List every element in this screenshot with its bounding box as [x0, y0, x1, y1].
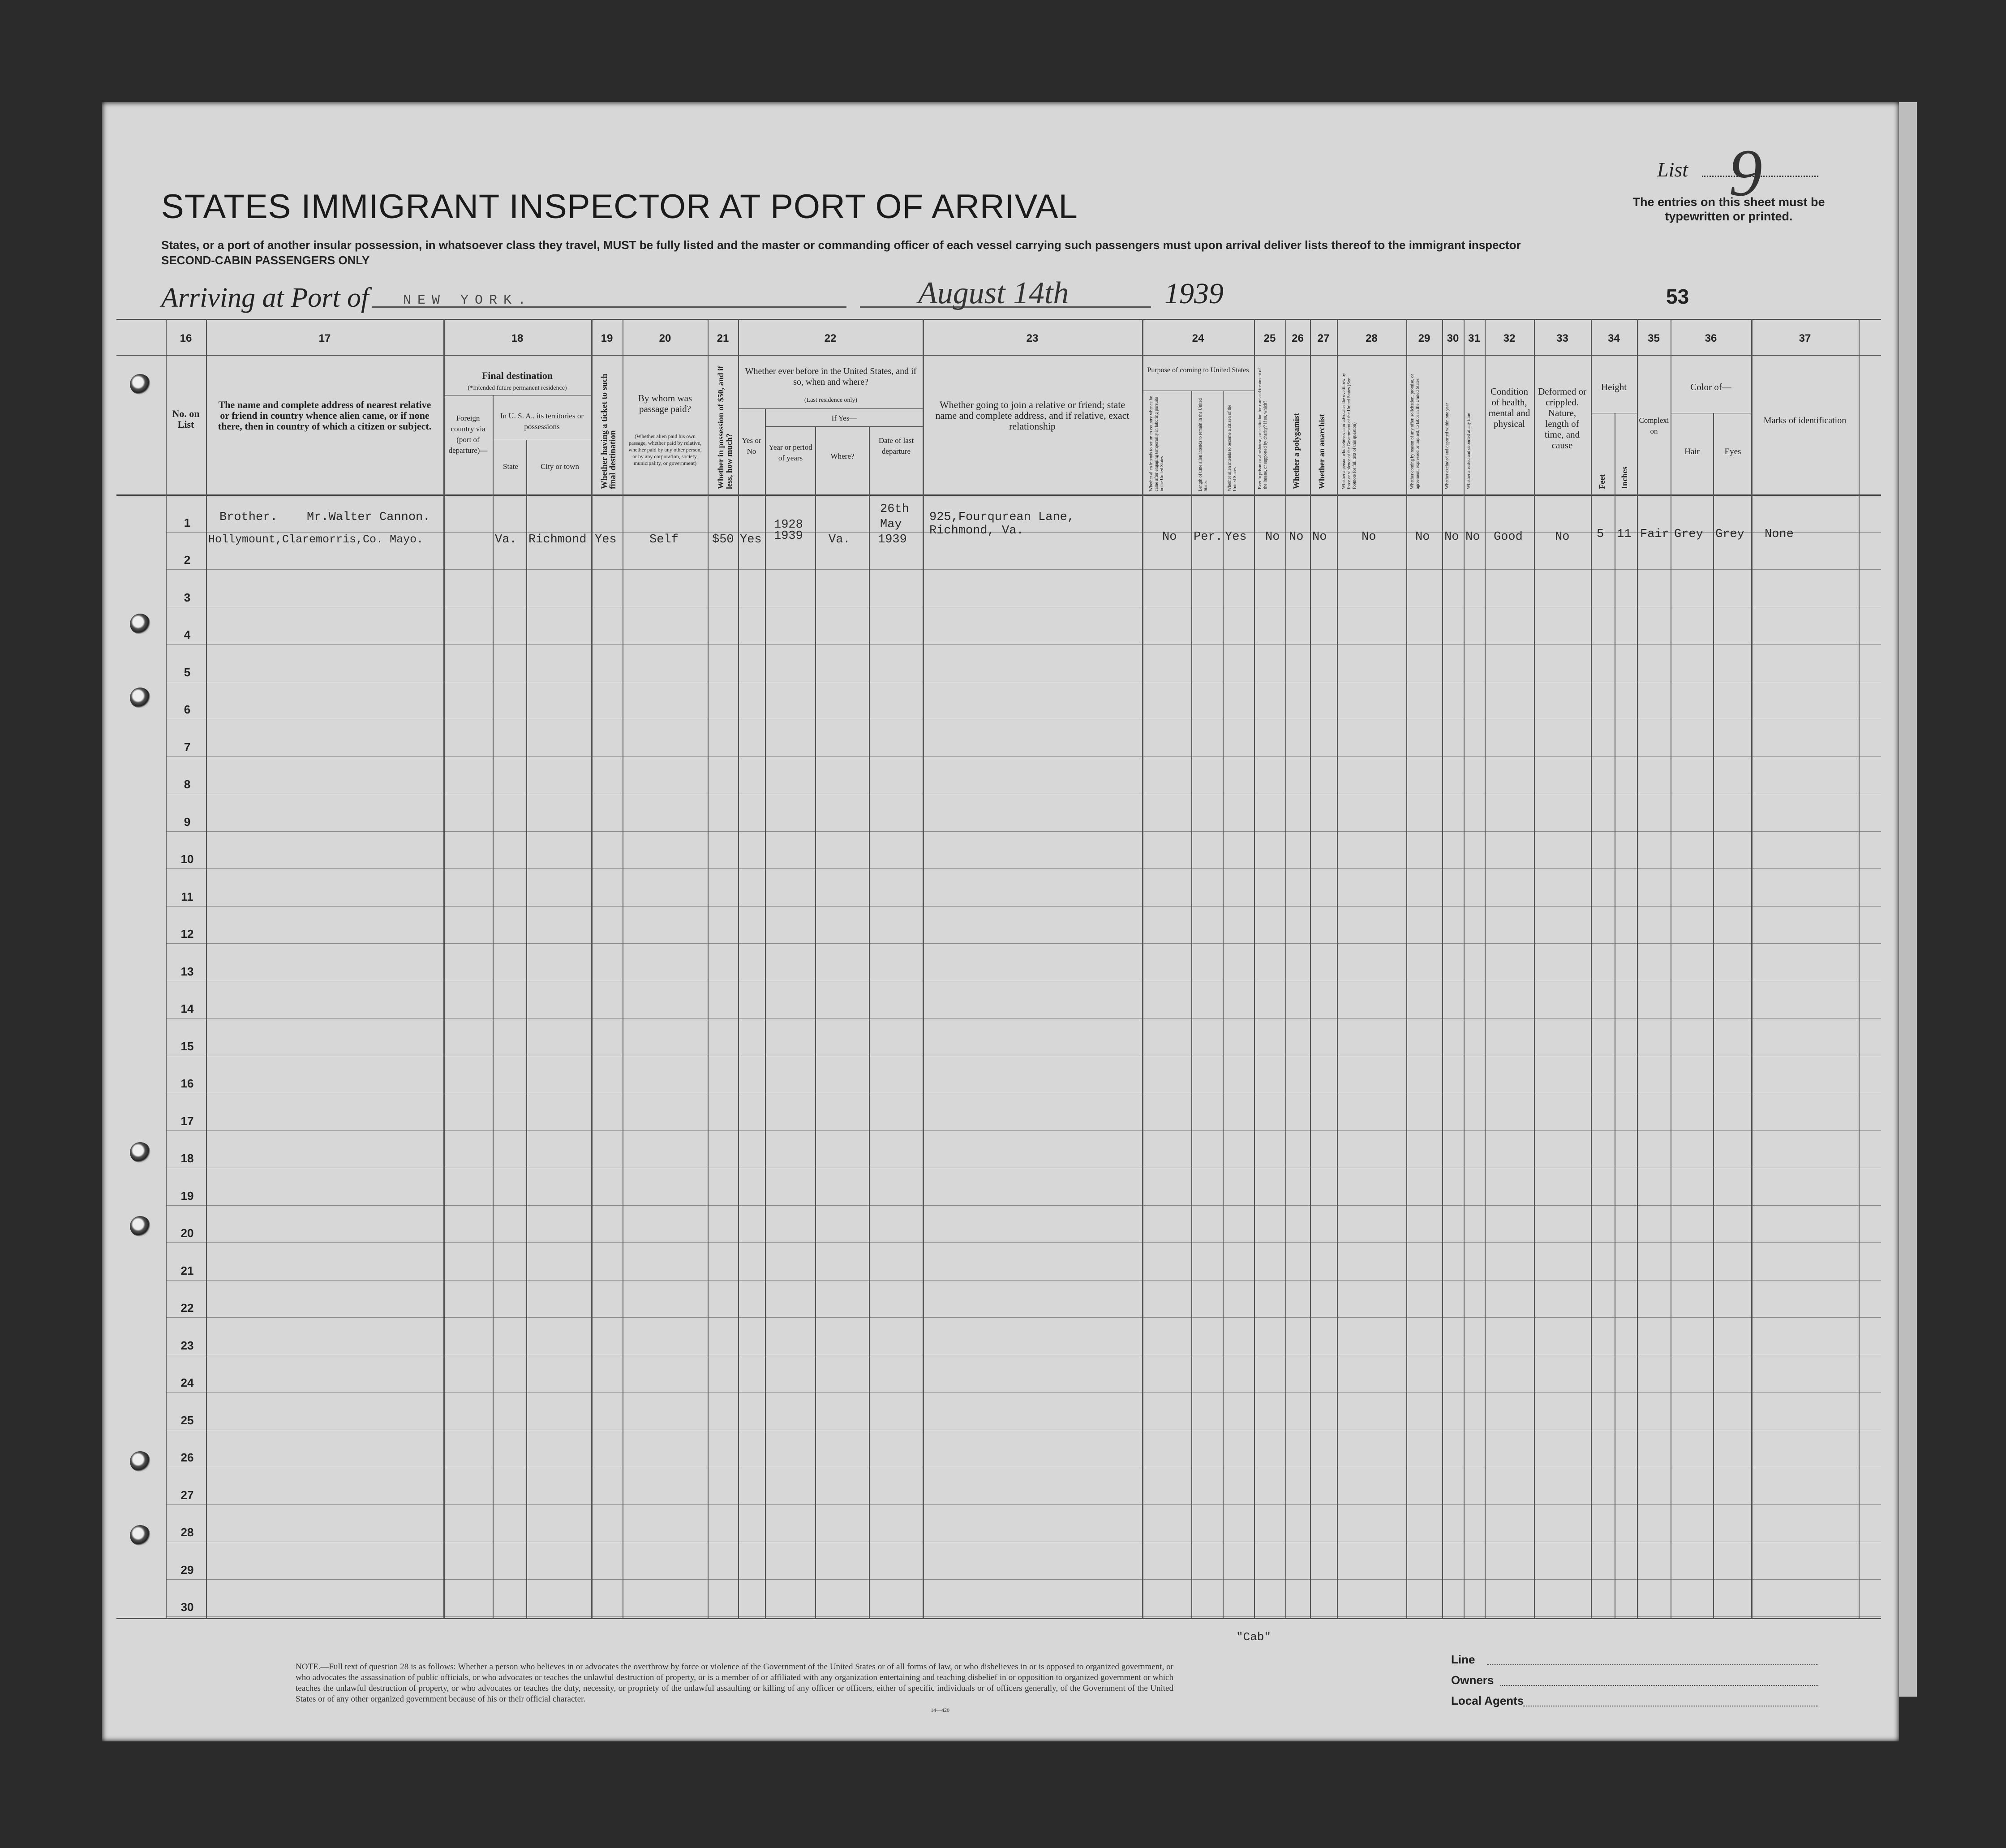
- header-eyes: Eyes: [1724, 447, 1741, 456]
- col-rule: [1406, 319, 1407, 1618]
- header-arrested: Whether arrested and deported at any time: [1466, 413, 1471, 489]
- row-number: 28: [180, 1526, 194, 1539]
- entry-ticket: Yes: [595, 533, 617, 546]
- entry-relative-address: Hollymount,Claremorris,Co. Mayo.: [208, 533, 424, 546]
- entry-where: Va.: [829, 533, 851, 546]
- header-passage-paid: By whom was passage paid?: [638, 393, 692, 414]
- header-before-us-note: (Last residence only): [804, 397, 858, 404]
- col-rule: [1464, 319, 1465, 1618]
- row-number: 24: [180, 1376, 194, 1389]
- header-feet: Feet: [1598, 474, 1607, 489]
- header-purpose: Purpose of coming to United States: [1147, 366, 1249, 374]
- col-number-30: 30: [1447, 332, 1459, 344]
- entry-citizen: Yes: [1225, 530, 1247, 544]
- col-rule: [923, 319, 924, 1618]
- row-number: 10: [180, 852, 194, 866]
- header-health: Condition of health, mental and physical: [1488, 386, 1530, 429]
- row-number: 19: [180, 1189, 194, 1203]
- col-rule: [1142, 319, 1143, 1618]
- table-row: [166, 1504, 1881, 1505]
- col-rule: [1485, 319, 1486, 1618]
- entry-paid-by: Self: [649, 533, 679, 546]
- entry-city: Richmond: [528, 533, 587, 546]
- table-row: [166, 906, 1881, 907]
- table-row: [166, 831, 1881, 832]
- entry-join-address-1: 925,Fourqurean Lane,: [929, 511, 1075, 524]
- row-number: 26: [180, 1451, 194, 1464]
- col-rule: [1223, 391, 1224, 1618]
- col-number-22: 22: [824, 332, 837, 344]
- header-ticket: Whether having a ticket to such final destination: [600, 374, 618, 489]
- date-value: August 14th: [918, 276, 1069, 310]
- entry-polygamist: No: [1289, 530, 1304, 544]
- entry-year-from: 1928: [774, 518, 803, 532]
- col-rule: [1591, 319, 1592, 1618]
- header-no-on-list: No. on List: [172, 408, 200, 430]
- row-number: 12: [180, 927, 194, 941]
- sub-rule: [738, 408, 923, 409]
- col-rule: [869, 426, 870, 1618]
- header-q28: Whether a person who believes in or advocates the overthrow by force or violence of the Government of the United States (See footnote for full text of this question): [1341, 373, 1357, 489]
- col-number-16: 16: [180, 332, 192, 344]
- table-row: [166, 569, 1881, 570]
- entry-prison: No: [1265, 530, 1280, 544]
- col-rule: [493, 395, 494, 1618]
- table-header-rule: [116, 494, 1881, 496]
- header-if-yes: If Yes—: [831, 414, 857, 422]
- list-label: List: [1657, 158, 1688, 181]
- table-row: [166, 1130, 1881, 1131]
- row-number: 23: [180, 1338, 194, 1352]
- col-number-37: 37: [1799, 332, 1811, 344]
- col-rule: [1713, 413, 1714, 1618]
- col-rule: [1254, 319, 1255, 1618]
- header-where: Where?: [830, 452, 855, 460]
- col-number-34: 34: [1608, 332, 1620, 344]
- col-rule: [1442, 319, 1443, 1618]
- row-number: 5: [184, 665, 191, 679]
- header-relative: The name and complete address of nearest relative or friend in country whence alien came, or if none there, then in country of which a citizen or subject.: [218, 399, 432, 432]
- row-number: 16: [180, 1077, 194, 1090]
- entry-relative-name: Mr.Walter Cannon.: [307, 511, 430, 524]
- header-yes-no: Yes or No: [742, 436, 761, 456]
- row-number: 21: [180, 1264, 194, 1277]
- entry-q28: No: [1362, 530, 1376, 544]
- header-final-destination-note: (*Intended future permanent residence): [468, 385, 567, 391]
- page-number: 53: [1666, 285, 1689, 308]
- entry-year-to: 1939: [774, 529, 803, 543]
- header-inches: Inches: [1620, 466, 1629, 489]
- header-purpose-length: Length of time alien intends to remain in the United States: [1198, 398, 1208, 491]
- col-number-35: 35: [1648, 332, 1660, 344]
- page-title: STATES IMMIGRANT INSPECTOR AT PORT OF ARRIVAL: [161, 188, 1078, 226]
- header-height: Height: [1601, 382, 1627, 392]
- entry-arrested: No: [1465, 530, 1480, 544]
- entry-relation: Brother.: [219, 511, 278, 524]
- row-number: 14: [180, 1002, 194, 1015]
- entry-departure-month: May: [880, 518, 902, 531]
- agents-label: Local Agents: [1451, 1694, 1524, 1707]
- row-number: 22: [180, 1301, 194, 1315]
- col-rule: [1337, 319, 1338, 1618]
- header-money: Whether in possession of $50, and if less, how much?: [716, 365, 734, 489]
- entry-departure-day: 26th: [880, 503, 909, 516]
- header-departure-date: Date of last departure: [878, 436, 914, 456]
- table-row: [166, 644, 1881, 645]
- owners-underline: [1500, 1685, 1818, 1686]
- header-labor: Whether coming by reason of any offer, solicitation, promise, or agreement, expressed or implied, to labor in the United States: [1410, 374, 1420, 489]
- row-number: 29: [180, 1563, 194, 1577]
- row-number: 6: [184, 703, 191, 716]
- row-number: 25: [180, 1413, 194, 1427]
- entry-money: $50: [712, 533, 734, 546]
- col-rule: [1637, 319, 1638, 1618]
- header-join-relative: Whether going to join a relative or friend; state name and complete address, and if relative, exact relationship: [935, 399, 1130, 432]
- header-marks: Marks of identification: [1763, 416, 1847, 425]
- header-anarchist: Whether an anarchist: [1317, 414, 1326, 489]
- col-rule: [443, 319, 445, 1618]
- col-rule: [815, 426, 816, 1618]
- entry-marks: None: [1765, 528, 1794, 541]
- table-row: [166, 1242, 1881, 1243]
- header-complexion: Complexion: [1639, 416, 1669, 435]
- col-rule: [166, 319, 167, 1618]
- footnote-q28: NOTE.—Full text of question 28 is as follows: Whether a person who believes in or advocates the overthrow by force or violence of the Government of the United States or of all forms of law, or who disbelieves in or is opposed to organized government, or who advocates the assassination of public officials, or who advocates or teaches the unlawful destruction of property, or is a member of or affiliated with any organization entertaining and teaching disbelief in or opposition to organized government or which teaches the unlawful destruction of property, or who advocates or teaches the duty, necessity, or propriety of the unlawful assaulting or killing of any officer or officers, either of specific individuals or of officers generally, of the Government of the United States or of any other organized government because of his or their official character. 14—420: [296, 1662, 1173, 1715]
- header-deformed: Deformed or crippled. Nature, length of time, and cause: [1538, 386, 1586, 451]
- entry-before-us: Yes: [740, 533, 762, 546]
- col-rule: [591, 319, 593, 1618]
- header-final-destination: Final destination: [481, 370, 553, 381]
- row-number: 7: [184, 740, 191, 754]
- entry-excluded: No: [1444, 530, 1459, 544]
- entry-length: Per.: [1194, 530, 1223, 544]
- entry-return: No: [1162, 530, 1177, 544]
- table-row: [166, 1616, 1881, 1617]
- table-row: [166, 756, 1881, 757]
- entry-join-address-2: Richmond, Va.: [929, 524, 1024, 537]
- col-number-36: 36: [1705, 332, 1717, 344]
- form-code: 14—420: [931, 1707, 949, 1713]
- row-number: 2: [184, 553, 191, 567]
- table-row: [166, 868, 1881, 869]
- entry-hair: Grey: [1674, 528, 1703, 541]
- entry-departure-year: 1939: [878, 533, 907, 546]
- header-prison: Ever in prison or almshouse, or institution for care and treatment of the insane, or supported by charity? If so, which?: [1258, 368, 1268, 489]
- col-number-24: 24: [1192, 332, 1204, 344]
- year-value: 1939: [1164, 277, 1224, 310]
- header-foreign-country: Foreign country via (port of departure)—: [448, 414, 488, 455]
- cab-note: "Cab": [1236, 1630, 1271, 1644]
- col-number-21: 21: [717, 332, 729, 344]
- row-number: 11: [181, 890, 193, 903]
- header-before-us: Whether ever before in the United States, and if so, when and where?: [745, 366, 917, 387]
- entry-eyes: Grey: [1715, 528, 1744, 541]
- col-rule: [765, 408, 766, 1618]
- row-number: 9: [184, 815, 191, 829]
- col-rule: [1285, 319, 1286, 1618]
- row-number: 27: [180, 1488, 194, 1502]
- arriving-label: Arriving at Port of: [161, 283, 369, 313]
- col-number-27: 27: [1317, 332, 1330, 344]
- entry-inches: 11: [1617, 528, 1632, 541]
- entry-deformed: No: [1555, 530, 1570, 544]
- col-rule: [1191, 391, 1192, 1618]
- col-number-32: 32: [1503, 332, 1516, 344]
- header-city: City or town: [541, 462, 579, 471]
- line-underline: [1487, 1664, 1818, 1665]
- row-number: 15: [180, 1039, 194, 1053]
- col-rule: [1534, 319, 1535, 1618]
- entry-health: Good: [1494, 530, 1523, 544]
- instructions-text: States, or a port of another insular possession, in whatsoever class they travel, MUST be fully listed and the master or commanding officer of each vessel carrying such passengers must upon arrival deliver lists thereof to the immigrant inspector SECOND-CABIN PASSENGERS ONLY: [161, 238, 1521, 267]
- line-label: Line: [1451, 1653, 1475, 1666]
- col-number-25: 25: [1263, 332, 1276, 344]
- row-number: 3: [184, 590, 191, 604]
- col-rule: [526, 440, 527, 1618]
- owners-label: Owners: [1451, 1673, 1494, 1687]
- table-row: [166, 943, 1881, 944]
- col-number-26: 26: [1292, 332, 1304, 344]
- row-number: 13: [180, 964, 194, 978]
- col-number-17: 17: [318, 332, 331, 344]
- header-usa: In U. S. A., its territories or possessions: [500, 412, 584, 431]
- entry-anarchist: No: [1312, 530, 1327, 544]
- row-number: 4: [184, 628, 191, 641]
- col-rule: [1859, 319, 1860, 1618]
- row-number: 17: [180, 1114, 194, 1128]
- header-year: Year or period of years: [769, 443, 812, 462]
- table-row: [166, 1280, 1881, 1281]
- table-row: [166, 1205, 1881, 1206]
- list-number: 9: [1729, 136, 1762, 210]
- header-state: State: [503, 462, 518, 471]
- row-number: 30: [180, 1600, 194, 1614]
- row-number: 20: [180, 1226, 194, 1240]
- col-rule: [1310, 319, 1311, 1618]
- header-polygamist: Whether a polygamist: [1292, 413, 1301, 489]
- sheet-edge: [1899, 102, 1917, 1697]
- col-number-33: 33: [1556, 332, 1568, 344]
- col-number-18: 18: [511, 332, 524, 344]
- col-number-31: 31: [1468, 332, 1480, 344]
- col-rule: [708, 319, 709, 1618]
- col-number-19: 19: [601, 332, 613, 344]
- header-color: Color of—: [1690, 382, 1731, 392]
- table-row: [166, 1317, 1881, 1318]
- header-purpose-return: Whether alien intends to return to country whence he came after engaging temporarily in laboring pursuits in the United States: [1149, 396, 1164, 491]
- row-number: 18: [180, 1152, 194, 1165]
- col-number-23: 23: [1026, 332, 1039, 344]
- entry-complexion: Fair: [1640, 528, 1669, 541]
- entry-state: Va.: [495, 533, 517, 546]
- entry-labor: No: [1415, 530, 1430, 544]
- header-passage-note: (Whether alien paid his own passage, whether paid by relative, whether paid by any other person, or by any corporation, society, municipality, or government): [628, 433, 702, 466]
- table-row: [166, 1018, 1881, 1019]
- header-hair: Hair: [1684, 447, 1700, 456]
- header-excluded: Whether excluded and deported within one year: [1445, 403, 1450, 489]
- col-rule: [1751, 319, 1753, 1618]
- col-number-29: 29: [1418, 332, 1430, 344]
- col-number-20: 20: [659, 332, 671, 344]
- table-row: [166, 1579, 1881, 1580]
- sub-rule: [765, 426, 923, 427]
- col-number-28: 28: [1366, 332, 1378, 344]
- entry-feet: 5: [1597, 528, 1604, 541]
- entries-note: The entries on this sheet must be typewritten or printed.: [1632, 195, 1825, 223]
- table-bottom-rule: [116, 1618, 1881, 1619]
- table-top-rule: [116, 319, 1881, 320]
- row-number: 1: [184, 516, 191, 529]
- col-rule: [206, 319, 207, 1618]
- row-number: 8: [184, 778, 191, 791]
- header-purpose-citizen: Whether alien intends to become a citizen of the United States: [1227, 404, 1237, 491]
- table-number-rule: [116, 355, 1881, 356]
- col-rule: [738, 319, 739, 1618]
- manifest-table: [116, 319, 1881, 1618]
- port-value: NEW YORK.: [403, 293, 533, 308]
